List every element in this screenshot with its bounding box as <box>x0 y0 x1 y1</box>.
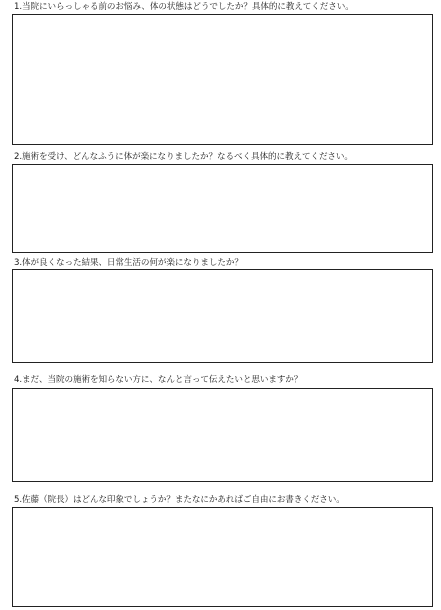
answer-box-1 <box>12 14 433 145</box>
question-3-label: 3.体が良くなった結果、日常生活の何が楽になりましたか？ <box>14 258 243 268</box>
question-5-label: 5.佐藤（院長）はどんな印象でしょうか？またなにかあればご自由にお書きください。 <box>14 495 345 505</box>
answer-box-2 <box>12 164 433 253</box>
answer-box-4 <box>12 388 433 482</box>
question-4-label: 4.まだ、当院の施術を知らない方に、なんと言って伝えたいと思いますか？ <box>14 375 303 385</box>
question-2-label: 2.施術を受け、どんなふうに体が楽になりましたか？なるべく具体的に教えてください。 <box>14 152 353 162</box>
question-1-label: 1.当院にいらっしゃる前のお悩み、体の状態はどうでしたか？具体的に教えてください。 <box>14 2 354 12</box>
answer-box-3 <box>12 269 433 363</box>
answer-box-5 <box>12 507 433 607</box>
